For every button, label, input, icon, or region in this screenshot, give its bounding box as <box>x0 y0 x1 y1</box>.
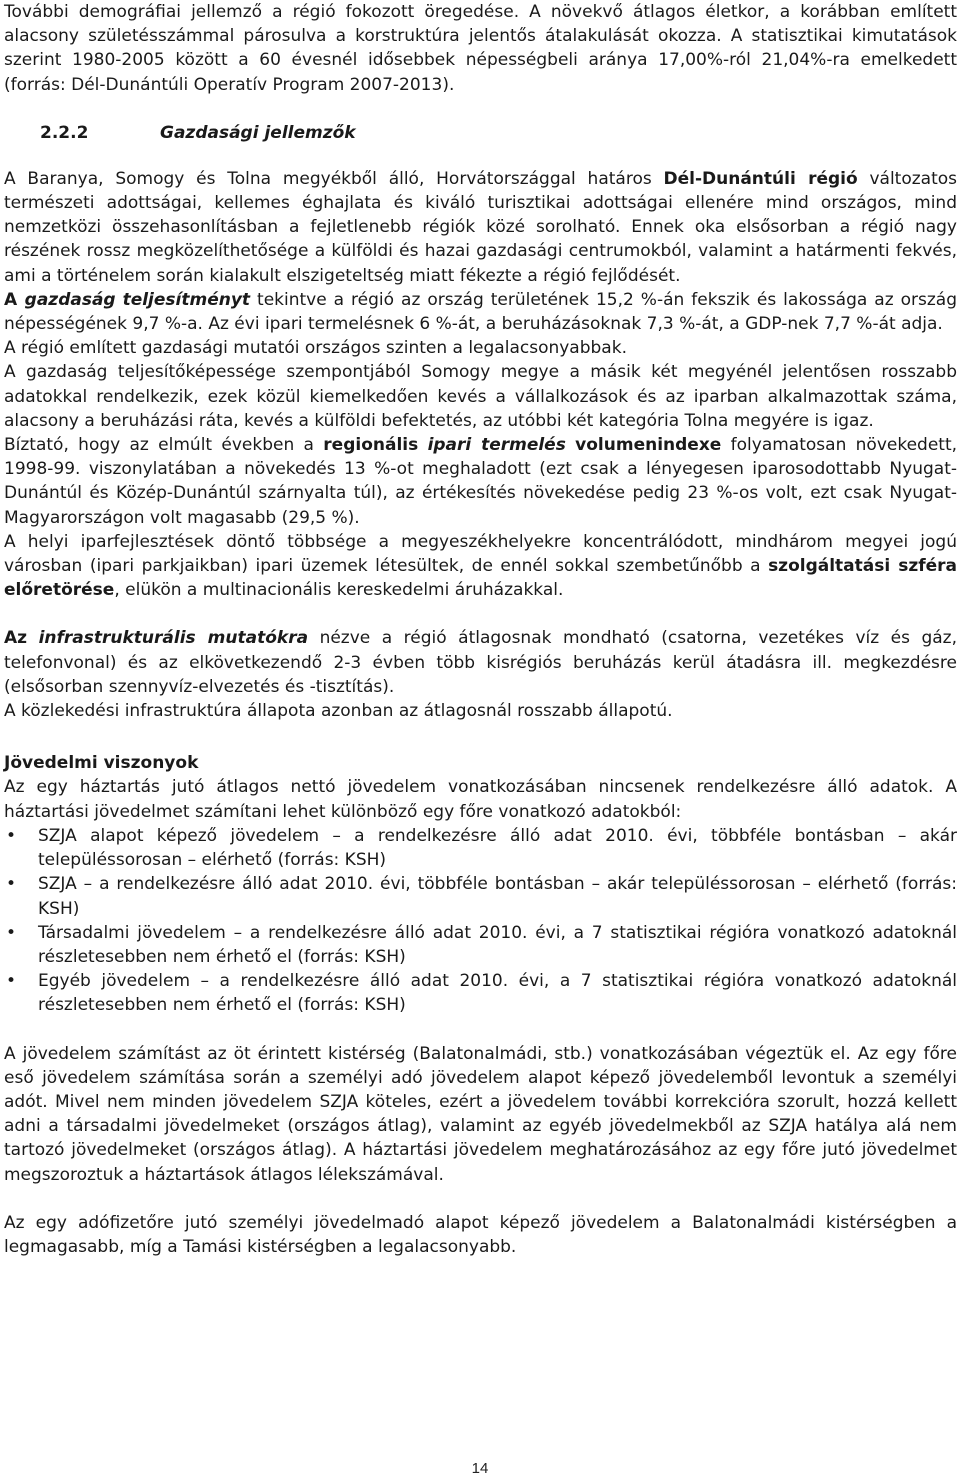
emphasis: volumenindexe <box>575 435 722 456</box>
income-source-list <box>4 824 957 1018</box>
document-page <box>4 0 957 1259</box>
space <box>566 435 575 455</box>
economy-paragraph-3: A régió említett gazdasági mutatói országos szinten a legalacsonyabbak. <box>4 338 627 359</box>
text-run: , elükön a multinacionális kereskedelmi áruházakkal. <box>114 580 564 601</box>
text-run: A helyi iparfejlesztések döntő többsége a megyeszékhelyekre koncentrálódott, mindhárom megyei jogú városban (ipari parkjaikban) ipari üzemek létesültek, de ennél sokkal szembetűnőbb a <box>4 531 957 577</box>
income-paragraph-1: Az egy háztartás jutó átlagos nettó jövedelem vonatkozásában nincsenek rendelkezésre álló adatok. A háztartási jövedelmet számítani lehet különböző egy főre vonatkozó adatokból: <box>4 777 957 822</box>
list-item-text: Társadalmi jövedelem – a rendelkezésre álló adat 2010. évi, a 7 statisztikai régióra vonatkozó adatoknál részletesebben nem érhető el (forrás: KSH) <box>38 922 957 967</box>
list-item <box>4 872 957 920</box>
intro-paragraph: További demográfiai jellemző a régió fokozott öregedése. A növekvő átlagos életkor, a korábban említett alacsony születésszámmal párosulva a korstruktúra jelentős átalakulását okozza. A statisztikai kimutatások szerint 1980-2005 között a 60 évesnél idősebbek népességbeli aránya 17,00%-ról 21,04%-ra emelkedett (forrás: Dél-Dunántúli Operatív Program 2007-2013). <box>4 2 957 95</box>
infrastructure-paragraph-1 <box>4 626 957 699</box>
text-run: tekintve a régió az ország területének 15,2 %-án fekszik és lakossága az ország népességének 9,7 %-a. Az évi ipari termelésnek 6 %-át, a beruházásoknak 7,3 %-át, a GDP-nek 7,7 %-át adja. <box>4 289 957 335</box>
economy-paragraph-4: A gazdaság teljesítőképessége szempontjából Somogy megye a másik két megyénél jelentősen rosszabb adatokkal rendelkezik, ezek közül kiemelkedően kevés a vállalkozások és az iparban alkalmazottak száma, alacsony a beruházási ráta, kevés a külföldi befektetés, az utóbbi két kategória Tolna megyére is igaz. <box>4 362 957 431</box>
list-item <box>4 921 957 969</box>
bullet-icon: • <box>6 922 17 943</box>
emphasis: teljesítményt <box>122 289 251 310</box>
bullet-icon: • <box>6 971 17 992</box>
economy-paragraph-1 <box>4 167 957 288</box>
list-item-text: SZJA alapot képező jövedelem – a rendelkezésre álló adat 2010. évi, többféle bontásban – akár településsorosan – elérhető (forrás: KSH) <box>38 825 957 871</box>
income-section-title: Jövedelmi viszonyok <box>4 753 199 774</box>
space <box>116 290 123 310</box>
text-run: nézve a régió átlagosnak mondható (csatorna, vezetékes víz és gáz, telefonvonal) és az elkövetkezendő 2-3 évben több kisrégiós beruházás kerül átadásra ill. megkezdésre (elsősorban szennyvíz-elvezetés és -tisztítás). <box>4 628 957 697</box>
economy-paragraph-2 <box>4 288 957 336</box>
region-name: Dél-Dunántúli régió <box>663 168 858 189</box>
income-paragraph-2: A jövedelem számítást az öt érintett kistérség (Balatonalmádi, stb.) vonatkozásában végeztük el. Az egy főre eső jövedelem számítása során a személyi adó jövedelem alapot képező jövedelemből levontuk a személyi adót. Mivel nem minden jövedelem SZJA köteles, ezért a jövedelem további korrekcióra szorult, hozzá kellett adni a társadalmi jövedelmeket (országos átlag), valamint az egyéb jövedelmekből az SZJA hatálya alá nem tartozó jövedelmeket (országos átlag). A háztartási jövedelem meghatározásához az egy főre jutó jövedelmet megszoroztuk a háztartások átlagos lélekszámával. <box>4 1043 957 1185</box>
space <box>418 435 427 455</box>
space <box>27 628 39 648</box>
page-number: 14 <box>471 1460 489 1477</box>
list-item <box>4 969 957 1017</box>
text-run: A <box>4 289 25 310</box>
text-run: változatos természeti adottságai, kellemes éghajlata és kiváló turisztikai adottságai ellenére mind országos, mind nemzetközi összehasonlításban a fejletlenebb régiók közé sorolható. Ennek oka elsősorban a régió nagy részének rossz megközelíthetősége a külföldi és hazai gazdasági centrumokból, valamint a határmenti fekvés, ami a történelem során kialakult elszigeteltség miatt fékezte a régió fejlődését. <box>4 168 958 286</box>
economy-paragraph-5 <box>4 433 957 530</box>
emphasis: ipari termelés <box>427 435 566 456</box>
income-paragraph-3: Az egy adófizetőre jutó személyi jövedelmadó alapot képező jövedelem a Balatonalmádi kistérségben a legmagasabb, míg a Tamási kistérségben a legalacsonyabb. <box>4 1212 957 1257</box>
section-number: 2.2.2 <box>40 122 89 143</box>
section-heading <box>4 119 957 147</box>
text-run: A Baranya, Somogy és Tolna megyékből álló, Horvátországgal határos <box>4 168 664 189</box>
emphasis: szolgáltatási szféra előretörése <box>4 556 957 601</box>
list-item-text: Egyéb jövedelem – a rendelkezésre álló adat 2010. évi, a 7 statisztikai régióra vonatkozó adatoknál részletesebben nem érhető el (forrás: KSH) <box>38 971 957 1016</box>
list-item <box>4 824 957 872</box>
text-run: Az <box>4 628 28 649</box>
infrastructure-paragraph-2: A közlekedési infrastruktúra állapota azonban az átlagosnál rosszabb állapotú. <box>4 701 673 722</box>
text-run: Bíztató, hogy az elmúlt években a <box>4 435 324 456</box>
emphasis: regionális <box>323 435 419 456</box>
bullet-icon: • <box>6 825 17 846</box>
bullet-icon: • <box>6 874 17 895</box>
emphasis: gazdaság <box>24 289 116 310</box>
economy-paragraph-6 <box>4 530 957 603</box>
text-run: folyamatosan növekedett, 1998-99. viszonylatában a növekedés 13 %-ot meghaladott (ezt csak a lényegesen iparosodottabb Nyugat-Dunántúl és Közép-Dunántúl szárnyalta túl), az értékesítés növekedése pedig 23 %-os volt, ezt csak Nyugat-Magyarországon volt magasabb (29,5 %). <box>4 435 958 528</box>
section-title: Gazdasági jellemzők <box>160 122 356 143</box>
emphasis: infrastrukturális mutatókra <box>38 628 309 649</box>
list-item-text: SZJA – a rendelkezésre álló adat 2010. évi, többféle bontásban – akár településsorosan – elérhető (forrás: KSH) <box>38 874 957 919</box>
